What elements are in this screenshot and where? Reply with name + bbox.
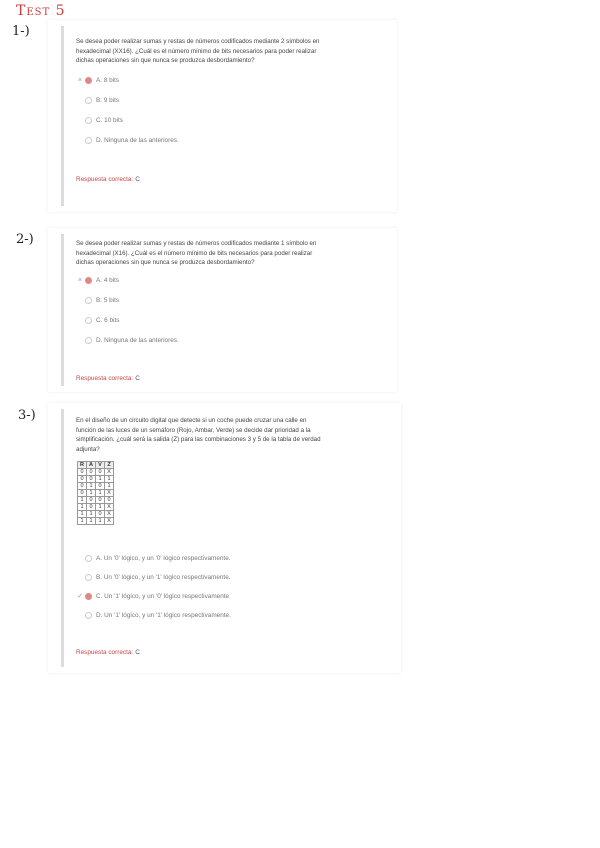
question-card bbox=[48, 403, 401, 673]
option-c[interactable]: C. 6 bits bbox=[76, 315, 119, 325]
radio-icon[interactable] bbox=[85, 317, 92, 324]
radio-icon[interactable] bbox=[85, 337, 92, 344]
table-header: Z bbox=[105, 462, 114, 469]
table-row: 0 1 1 X bbox=[78, 490, 114, 497]
question-text: Se desea poder realizar sumas y restas de números codificados mediante 1 símbolo en hexadecimal (X16). ¿Cuál es el número mínimo de bits necesarios para poder realizar dichas operaciones sin que nunca se produzca desbordamiento? bbox=[76, 240, 317, 266]
option-b[interactable]: B. 9 bits bbox=[76, 95, 119, 105]
question-text: En el diseño de un circuito digital que detecte si un coche puede cruzar una calle en función de las luces de un semáforo (Rojo, Ambar, Verde) se decide dar prioridad a la simplificación. ¿cuál será la salida (Z) para las combinaciones 3 y 5 de la tabla de verdad adjunta? bbox=[76, 417, 321, 453]
radio-icon[interactable] bbox=[85, 574, 92, 581]
table-row: 0 0 0 X bbox=[78, 469, 114, 476]
option-b[interactable]: B. 5 bits bbox=[76, 295, 119, 305]
table-header: V bbox=[96, 462, 105, 469]
radio-icon[interactable] bbox=[85, 117, 92, 124]
radio-selected-icon[interactable] bbox=[85, 277, 92, 284]
radio-icon[interactable] bbox=[85, 612, 92, 619]
correct-answer: Respuesta correcta: C bbox=[76, 375, 140, 382]
table-row: 1 0 1 X bbox=[78, 504, 114, 511]
wrong-mark-icon: × bbox=[77, 76, 83, 84]
radio-icon[interactable] bbox=[85, 97, 92, 104]
table-row: 1 0 0 0 bbox=[78, 497, 114, 504]
question-text: Se desea poder realizar sumas y restas de números codificados mediante 2 símbolos en hexadecimal (XX16). ¿Cuál es el número mínimo de bits necesarios para poder realizar dichas operaciones sin que nunca se produzca desbordamiento? bbox=[76, 38, 320, 64]
question-card bbox=[48, 228, 397, 392]
correct-answer: Respuesta correcta: C bbox=[76, 176, 140, 183]
question-number: 3-) bbox=[18, 408, 36, 423]
radio-icon[interactable] bbox=[85, 555, 92, 562]
option-b[interactable]: B. Un '0' lógico, y un '1' lógico respectivamente. bbox=[76, 572, 231, 582]
question-side-bar bbox=[61, 26, 64, 206]
table-row: 1 1 1 X bbox=[78, 518, 114, 525]
option-c[interactable]: ✓ C. Un '1' lógico, y un '0' lógico respectivamente bbox=[77, 592, 230, 600]
option-d[interactable]: D. Ninguna de las anteriores. bbox=[76, 335, 179, 345]
question-side-bar bbox=[61, 409, 64, 667]
radio-selected-icon[interactable] bbox=[85, 77, 92, 84]
table-row: 1 1 0 X bbox=[78, 511, 114, 518]
radio-icon[interactable] bbox=[85, 137, 92, 144]
radio-selected-icon[interactable] bbox=[85, 593, 92, 600]
question-side-bar bbox=[61, 234, 64, 386]
option-c[interactable]: C. 10 bits bbox=[76, 115, 123, 125]
truth-table bbox=[77, 461, 114, 525]
question-number: 1-) bbox=[12, 24, 30, 39]
question-card bbox=[48, 20, 397, 212]
radio-icon[interactable] bbox=[85, 297, 92, 304]
table-row: 0 0 1 1 bbox=[78, 476, 114, 483]
table-header: A bbox=[87, 462, 96, 469]
option-d[interactable]: D. Un '1' lógico, y un '1' lógico respectivamente. bbox=[76, 610, 231, 620]
option-d[interactable]: D. Ninguna de las anteriores. bbox=[76, 135, 179, 145]
question-number: 2-) bbox=[16, 232, 34, 247]
page-title: Test 5 bbox=[16, 3, 66, 19]
option-a[interactable]: × A. 8 bits bbox=[77, 76, 120, 84]
option-a[interactable]: A. Un '0' lógico, y un '0' lógico respectivamente. bbox=[76, 553, 231, 563]
correct-answer: Respuesta correcta: C bbox=[76, 649, 140, 656]
wrong-mark-icon: × bbox=[77, 276, 83, 284]
table-row: 0 1 0 1 bbox=[78, 483, 114, 490]
check-mark-icon: ✓ bbox=[77, 593, 83, 600]
option-a[interactable]: × A. 4 bits bbox=[77, 276, 120, 284]
table-header: R bbox=[78, 462, 87, 469]
